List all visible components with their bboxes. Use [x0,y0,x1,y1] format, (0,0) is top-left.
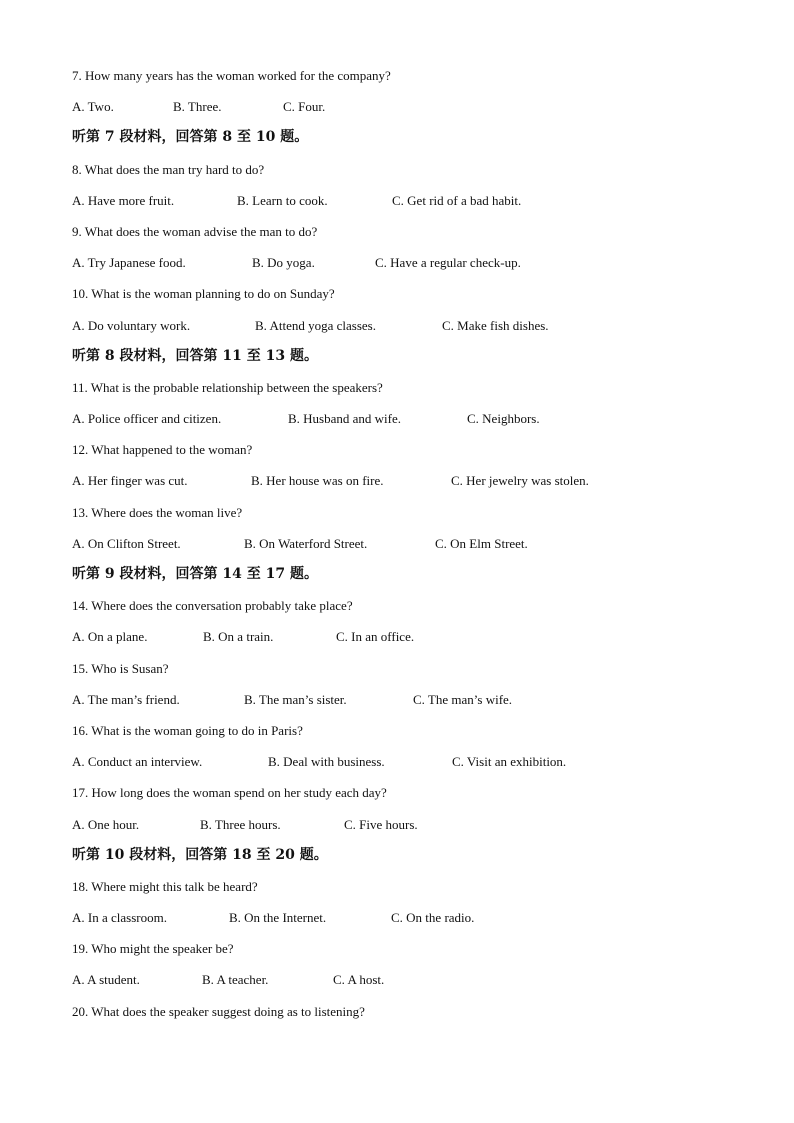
answer-option: A. Try Japanese food. [72,255,186,271]
answer-option: B. Do yoga. [252,255,315,271]
question-text: 18. Where might this talk be heard? [72,878,258,894]
answer-option: C. Make fish dishes. [442,317,549,333]
answer-option: B. Learn to cook. [237,192,328,208]
options-row [72,621,732,652]
answer-option: A. On Clifton Street. [72,535,181,551]
question-text: 11. What is the probable relationship between the speakers? [72,379,383,395]
answer-option: C. A host. [333,972,385,988]
options-row [72,403,732,434]
answer-option: C. On the radio. [391,910,475,926]
options-row [72,465,732,496]
answer-option: A. On a plane. [72,629,148,645]
question-text: 12. What happened to the woman? [72,442,253,458]
question-text: 10. What is the woman planning to do on Sunday? [72,286,335,302]
question-text: 9. What does the woman advise the man to do? [72,223,318,239]
question-text: 7. How many years has the woman worked for the company? [72,68,391,83]
question-text: 17. How long does the woman spend on her study each day? [72,785,387,801]
question-text: 8. What does the man try hard to do? [72,161,265,177]
answer-option: A. One hour. [72,816,140,832]
answer-option: A. Do voluntary work. [72,317,191,333]
answer-option: C. Five hours. [344,816,418,832]
answer-option: C. Visit an exhibition. [452,754,567,770]
answer-option: B. Husband and wife. [288,411,402,427]
answer-option: B. Three. [173,99,222,115]
answer-option: B. The man’s sister. [244,691,347,707]
options-row [72,902,732,933]
answer-option: B. Attend yoga classes. [255,317,376,333]
answer-option: A. Have more fruit. [72,192,175,208]
answer-option: C. In an office. [336,629,415,645]
answer-option: C. Get rid of a bad habit. [392,192,522,208]
question-text: 19. Who might the speaker be? [72,941,234,957]
question-text: 20. What does the speaker suggest doing as to listening? [72,1003,365,1019]
options-row [72,746,732,777]
question-text: 13. Where does the woman live? [72,504,243,520]
question-text: 16. What is the woman going to do in Paris? [72,722,303,738]
section-heading: 听第 7 段材料，回答第 8 至 10 题。 [72,129,309,146]
exam-page [72,60,732,1027]
answer-option: C. Four. [283,99,326,115]
answer-option: B. On a train. [203,629,274,645]
answer-option: B. Deal with business. [268,754,385,770]
answer-option: A. A student. [72,972,140,988]
answer-option: B. On Waterford Street. [244,535,368,551]
options-row [72,91,732,122]
options-row [72,247,732,278]
options-row [72,310,732,341]
options-row [72,684,732,715]
answer-option: B. On the Internet. [229,910,327,926]
question-text: 15. Who is Susan? [72,660,169,676]
answer-option: C. Neighbors. [467,411,540,427]
answer-option: C. Have a regular check-up. [375,255,521,271]
section-heading: 听第 9 段材料，回答第 14 至 17 题。 [72,566,318,582]
answer-option: A. Two. [72,99,114,115]
answer-option: B. Three hours. [200,816,281,832]
answer-option: C. On Elm Street. [435,535,528,551]
answer-option: A. The man’s friend. [72,691,180,707]
options-row [72,964,732,995]
answer-option: B. A teacher. [202,972,269,988]
section-heading: 听第 10 段材料，回答第 18 至 20 题。 [72,846,328,863]
options-row [72,528,732,559]
answer-option: C. The man’s wife. [413,691,513,707]
options-row [72,809,732,840]
answer-option: A. Police officer and citizen. [72,411,222,427]
answer-option: A. Her finger was cut. [72,473,188,489]
section-heading: 听第 8 段材料，回答第 11 至 13 题。 [72,347,318,364]
options-row [72,185,732,216]
answer-option: C. Her jewelry was stolen. [451,473,589,489]
answer-option: A. In a classroom. [72,910,167,926]
answer-option: B. Her house was on fire. [251,473,384,489]
answer-option: A. Conduct an interview. [72,754,203,770]
question-text: 14. Where does the conversation probably take place? [72,598,353,614]
